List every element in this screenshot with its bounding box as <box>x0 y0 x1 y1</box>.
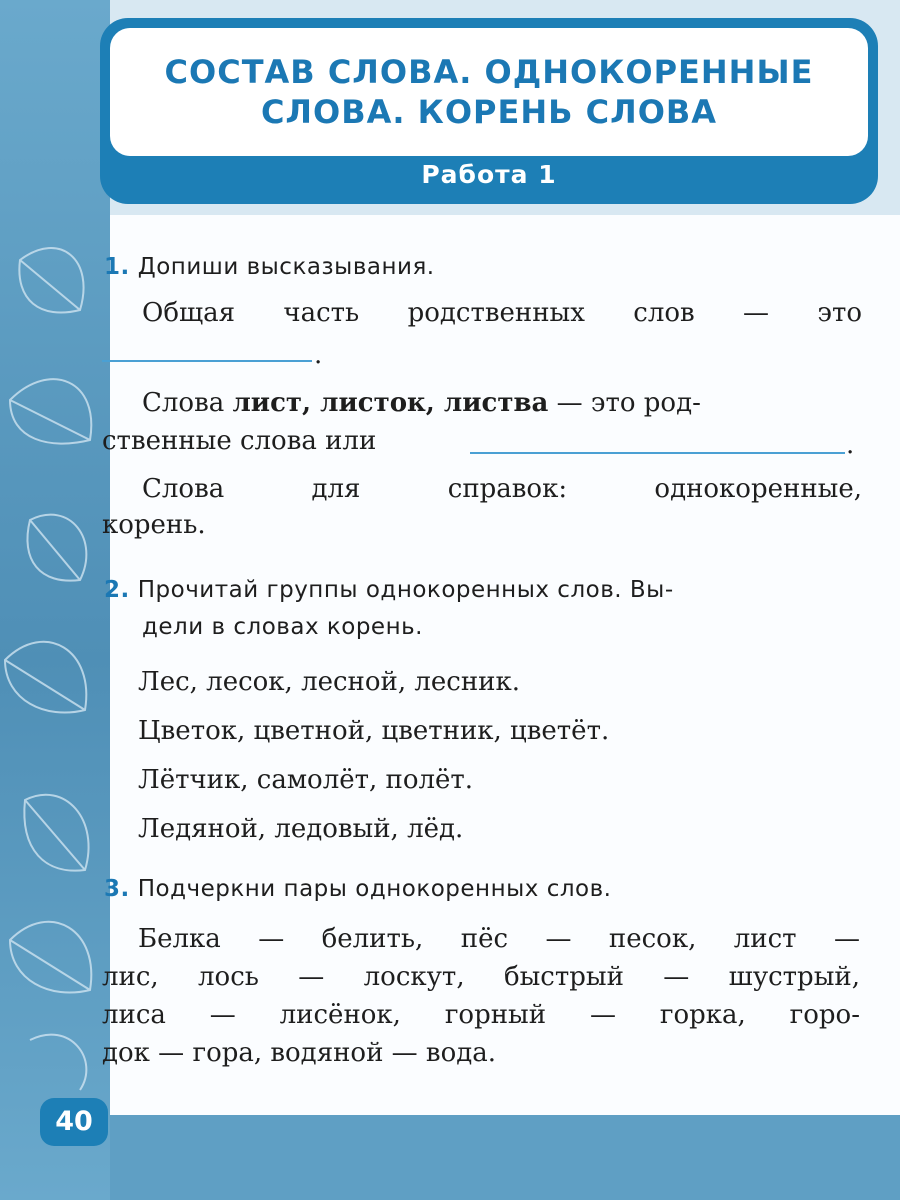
word-group-1: Лес, лесок, лесной, лесник. <box>138 667 521 697</box>
task3-number: 3. <box>104 876 130 902</box>
task1-heading <box>104 252 435 282</box>
word-group-4: Ледяной, ледовый, лёд. <box>138 814 464 844</box>
leaf-pattern-strip <box>0 0 110 1200</box>
sentence2-bold-words: лист, листок, листва <box>232 388 549 418</box>
task3-line-3: лиса — лисёнок, горный — горка, горо- <box>102 1000 860 1030</box>
task2-instruction-line2: дели в словах корень. <box>142 614 423 640</box>
task1-hint: Слова для справок: однокоренные, <box>142 474 862 504</box>
answer-line-2[interactable] <box>470 452 845 454</box>
task3-line-2: лис, лось — лоскут, быстрый — шустрый, <box>102 962 860 992</box>
task2-number: 2. <box>104 577 130 603</box>
task1-sentence2-line2: ственные слова или <box>102 426 377 456</box>
task1-sentence1-end: . <box>314 340 323 370</box>
task1-hint-line2: корень. <box>102 510 206 540</box>
task2-heading <box>104 575 864 605</box>
word-group-3: Лётчик, самолёт, полёт. <box>138 765 474 795</box>
task1-instruction: Допиши высказывания. <box>137 254 435 280</box>
leaf-decoration-icon <box>0 0 110 1200</box>
sentence2-start: Слова <box>142 388 225 418</box>
task3-heading <box>104 874 612 904</box>
task3-line-4: док — гора, водяной — вода. <box>102 1038 496 1068</box>
page-bottom-band <box>0 1115 900 1200</box>
task2-instruction-line1: Прочитай группы однокоренных слов. Вы- <box>137 577 674 603</box>
task3-line-1: Белка — белить, пёс — песок, лист — <box>138 924 860 954</box>
word-group-2: Цветок, цветной, цветник, цветёт. <box>138 716 610 746</box>
page-number: 40 <box>40 1098 108 1146</box>
work-subtitle: Работа 1 <box>421 160 557 189</box>
task1-sentence1: Общая часть родственных слов — это <box>142 298 862 328</box>
section-title-line1: СОСТАВ СЛОВА. ОДНОКОРЕННЫЕ <box>164 53 814 91</box>
task1-sentence2 <box>142 386 862 420</box>
section-title-line2: СЛОВА. КОРЕНЬ СЛОВА <box>260 93 718 131</box>
task3-instruction: Подчеркни пары однокоренных слов. <box>137 876 612 902</box>
sentence2-mid: — это род- <box>556 388 701 418</box>
section-header <box>100 18 878 204</box>
answer-line-1[interactable] <box>102 360 312 362</box>
header-title-panel <box>110 28 868 156</box>
task1-number: 1. <box>104 254 130 280</box>
task1-sentence2-end: . <box>846 430 855 460</box>
